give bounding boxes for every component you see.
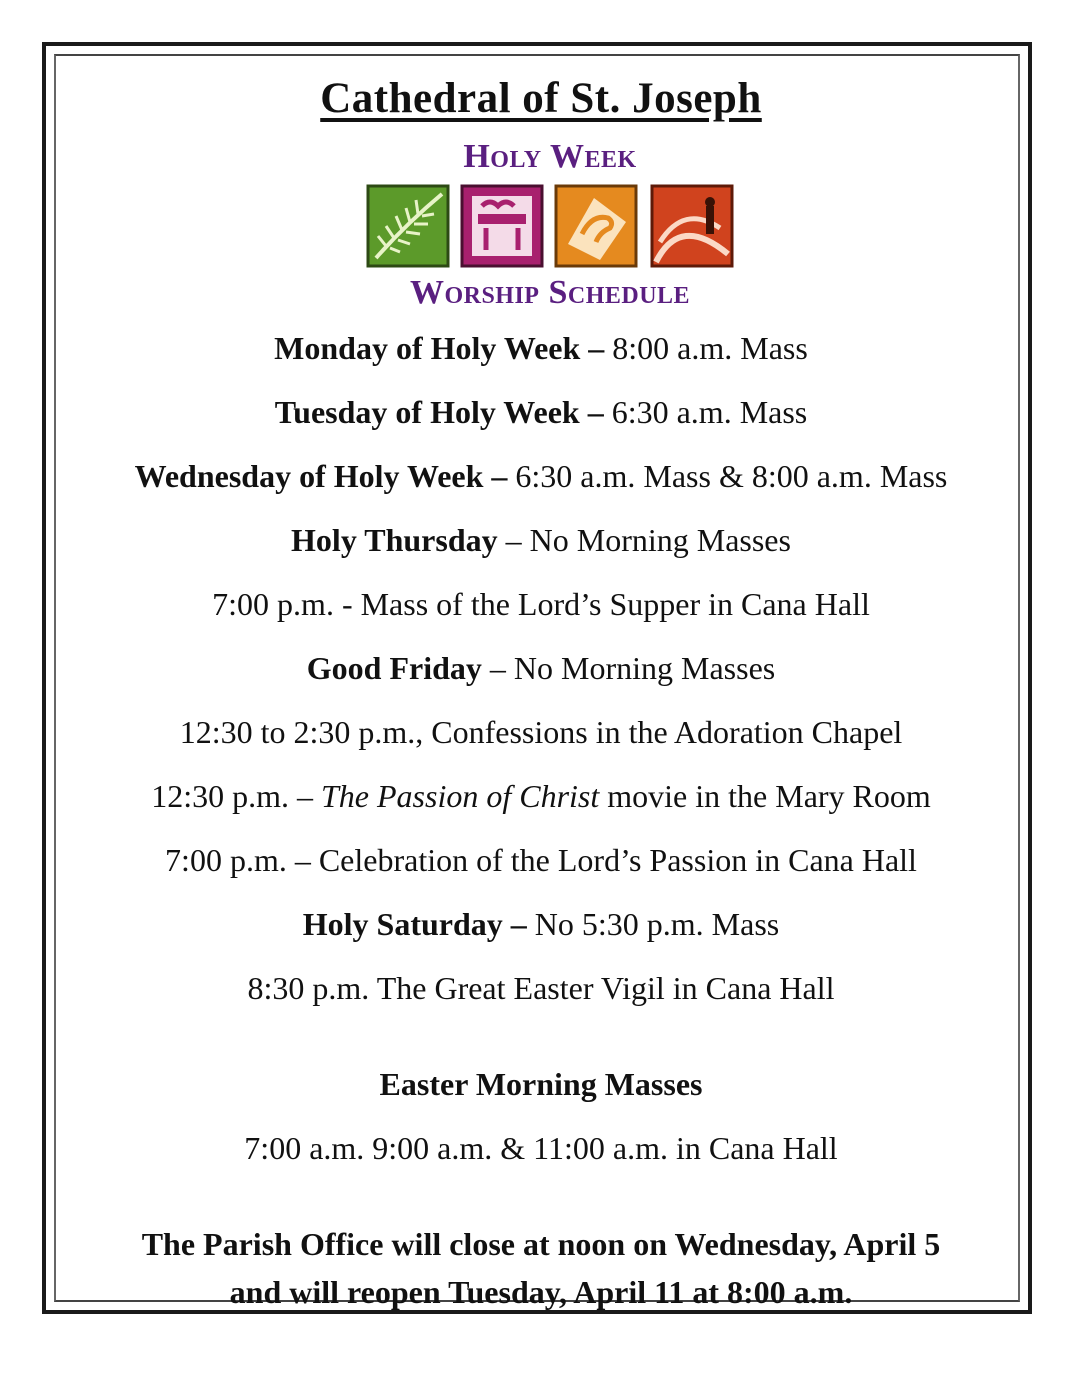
schedule-line-monday — [0, 330, 1082, 367]
day-label: Good Friday — [306, 650, 482, 686]
supper-icon — [460, 184, 544, 268]
office-note-line1: The Parish Office will close at noon on Wednesday, April 5 — [141, 1226, 941, 1262]
schedule-line-confessions — [0, 714, 1082, 751]
schedule-line-wednesday — [0, 458, 1082, 495]
office-note-line2: and will reopen Tuesday, April 11 at 8:00 a.m. — [229, 1274, 853, 1310]
day-detail: 6:30 a.m. Mass — [603, 394, 808, 430]
schedule-line-lords-supper — [0, 586, 1082, 623]
event-detail: 8:30 p.m. The Great Easter Vigil in Cana Hall — [247, 970, 835, 1006]
easter-times: 7:00 a.m. 9:00 a.m. & 11:00 a.m. in Cana Hall — [244, 1130, 838, 1166]
easter-heading: Easter Morning Masses — [379, 1066, 703, 1102]
day-detail: No 5:30 p.m. Mass — [526, 906, 780, 942]
holy-week-logo — [360, 134, 740, 324]
day-label: Monday of Holy Week – — [274, 330, 605, 366]
schedule-line-passion-movie — [0, 778, 1082, 815]
day-label: Holy Saturday – — [302, 906, 527, 942]
palm-icon — [366, 184, 450, 268]
event-detail: 7:00 p.m. – Celebration of the Lord’s Passion in Cana Hall — [165, 842, 917, 878]
schedule-line-good-friday — [0, 650, 1082, 687]
logo-tiles — [364, 184, 736, 272]
schedule-line-holy-thursday — [0, 522, 1082, 559]
tomb-icon — [650, 184, 734, 268]
day-label: Wednesday of Holy Week – — [134, 458, 508, 494]
hand-icon — [554, 184, 638, 268]
day-detail: 8:00 a.m. Mass — [604, 330, 808, 366]
logo-bottom-text: Worship Schedule — [409, 274, 691, 311]
schedule-line-tuesday — [0, 394, 1082, 431]
schedule-line-easter-vigil — [0, 970, 1082, 1007]
event-detail: 12:30 to 2:30 p.m., Confessions in the Adoration Chapel — [179, 714, 903, 750]
day-detail: – No Morning Masses — [497, 522, 791, 558]
event-detail: 7:00 p.m. - Mass of the Lord’s Supper in Cana Hall — [212, 586, 870, 622]
logo-top-text: Holy Week — [463, 138, 637, 175]
event-detail: movie in the Mary Room — [599, 778, 931, 814]
schedule-line-holy-saturday — [0, 906, 1082, 943]
page-title: Cathedral of St. Joseph — [320, 75, 762, 122]
movie-title: The Passion of Christ — [321, 778, 600, 814]
day-label: Holy Thursday — [291, 522, 498, 558]
day-detail: – No Morning Masses — [481, 650, 776, 686]
day-label: Tuesday of Holy Week – — [274, 394, 604, 430]
day-detail: 6:30 a.m. Mass & 8:00 a.m. Mass — [507, 458, 948, 494]
event-time: 12:30 p.m. – — [151, 778, 321, 814]
schedule-line-lords-passion — [0, 842, 1082, 879]
